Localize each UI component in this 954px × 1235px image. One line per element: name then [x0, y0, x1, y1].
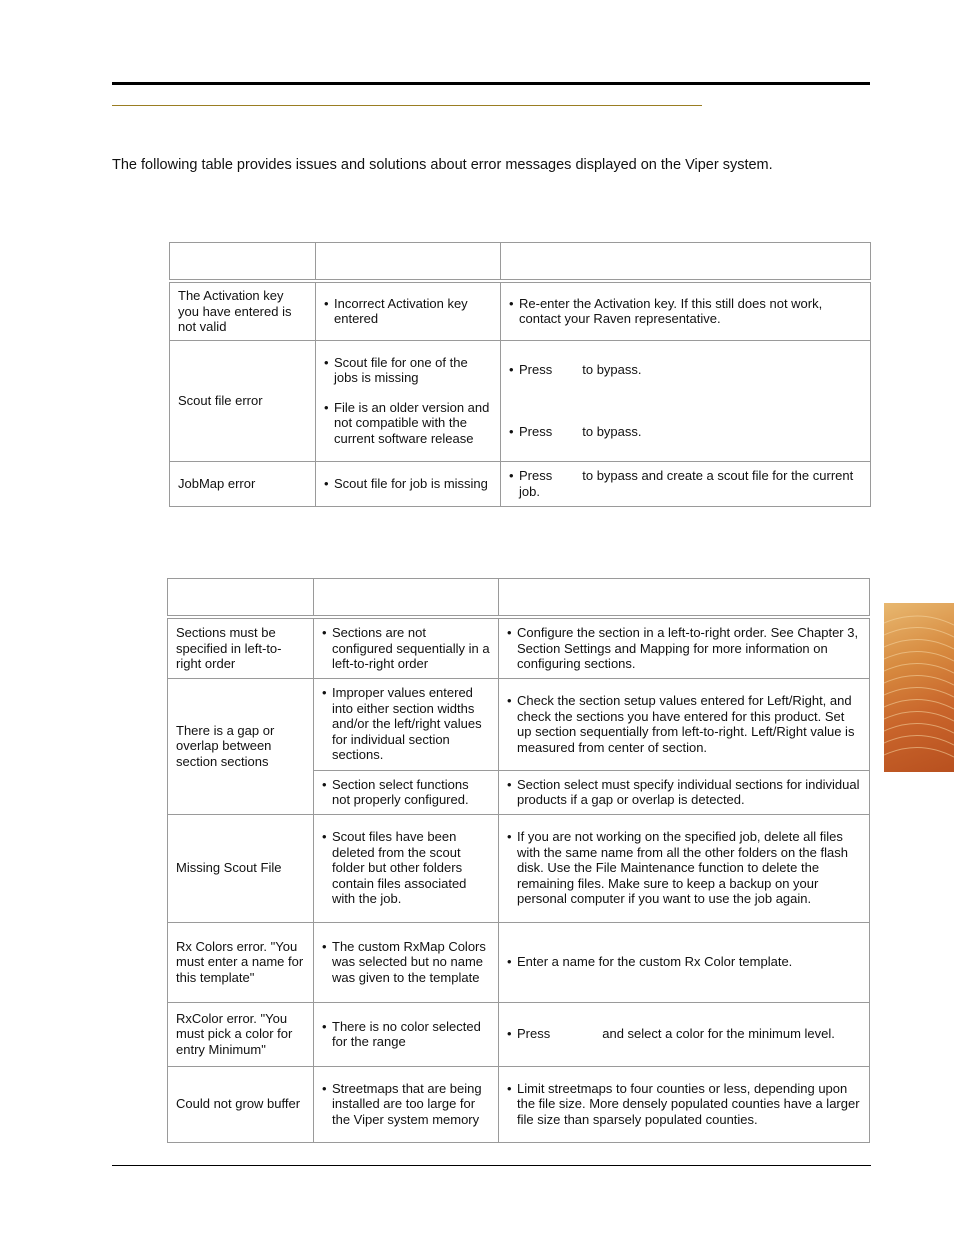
cause-cell — [316, 281, 501, 340]
header-cell-cause — [316, 243, 501, 282]
header-rule — [112, 82, 870, 85]
table-row — [170, 340, 871, 461]
swirl-pattern-icon — [884, 603, 954, 772]
error-cell: Sections must be specified in left-to-right order — [168, 617, 314, 678]
error-cell: Scout file error — [170, 340, 316, 461]
cause-item: • The custom RxMap Colors was selected but no name was given to the template — [322, 939, 490, 986]
cause-cell — [316, 461, 501, 506]
header-cell-error — [168, 579, 314, 618]
cause-item: • Streetmaps that are being installed are too large for the Viper system memory — [322, 1081, 490, 1128]
error-cell: The Activation key you have entered is not valid — [170, 281, 316, 340]
table-header-row — [168, 579, 870, 618]
table-row — [168, 1066, 870, 1142]
cause-item: • File is an older version and not compatible with the current software release — [324, 400, 492, 447]
cause-item: • There is no color selected for the range — [322, 1019, 490, 1050]
solution-cell — [501, 461, 871, 506]
intro-paragraph: The following table provides issues and solutions about error messages displayed on the Viper system. — [112, 157, 773, 173]
solution-cell — [499, 1066, 870, 1142]
solution-cell — [501, 340, 871, 461]
cause-cell — [314, 1066, 499, 1142]
solution-item: • Press to bypass and create a scout file for the current job. — [509, 468, 862, 499]
solution-item: • Press and select a color for the minimum level. — [507, 1026, 861, 1042]
solution-item: • Section select must specify individual sections for individual products if a gap or overlap is detected. — [507, 777, 861, 808]
header-cell-solution — [501, 243, 871, 282]
solution-cell — [499, 1002, 870, 1066]
error-cell: Rx Colors error. "You must enter a name for this template" — [168, 922, 314, 1002]
section-heading-rule — [112, 105, 702, 106]
solution-item: • Enter a name for the custom Rx Color template. — [507, 954, 861, 970]
table-row — [168, 922, 870, 1002]
solution-item: • Configure the section in a left-to-right order. See Chapter 3, Section Settings and Mapping for more information on configuring sections. — [507, 625, 861, 672]
error-table-2 — [167, 578, 870, 1143]
solution-cell — [499, 678, 870, 770]
solution-cell — [499, 922, 870, 1002]
solution-item: • Press to bypass. — [509, 362, 862, 378]
cause-cell — [314, 617, 499, 678]
table-row — [168, 1002, 870, 1066]
error-cell: There is a gap or overlap between section sections — [168, 678, 314, 814]
cause-item: • Scout file for job is missing — [324, 476, 492, 492]
cause-cell — [314, 922, 499, 1002]
error-cell: Missing Scout File — [168, 814, 314, 922]
chapter-side-tab — [884, 603, 954, 772]
cause-cell — [314, 678, 499, 770]
table-header-row — [170, 243, 871, 282]
error-cell: Could not grow buffer — [168, 1066, 314, 1142]
cause-item: • Improper values entered into either section widths and/or the left/right values for individual section sections. — [322, 685, 490, 763]
cause-item: • Scout file for one of the jobs is missing — [324, 355, 492, 386]
table-row — [170, 281, 871, 340]
cause-cell — [314, 1002, 499, 1066]
cause-item: • Incorrect Activation key entered — [324, 296, 492, 327]
solution-cell — [499, 814, 870, 922]
cause-item: • Scout files have been deleted from the scout folder but other folders contain files associated with the job. — [322, 829, 490, 907]
footer-rule — [112, 1165, 871, 1166]
table-row — [168, 617, 870, 678]
cause-item: • Section select functions not properly configured. — [322, 777, 490, 808]
solution-item: • If you are not working on the specified job, delete all files with the same name from all the other folders on the flash disk. Use the File Maintenance function to delete the remaining files. Make sure to keep a backup on your personal computer if you want to use the job again. — [507, 829, 861, 907]
table-row — [168, 814, 870, 922]
table-row — [170, 461, 871, 506]
solution-item: • Limit streetmaps to four counties or less, depending upon the file size. More densely populated counties have a larger file size than sparsely populated counties. — [507, 1081, 861, 1128]
header-cell-solution — [499, 579, 870, 618]
solution-item: • Press to bypass. — [509, 424, 862, 440]
error-cell: JobMap error — [170, 461, 316, 506]
error-cell: RxColor error. "You must pick a color for entry Minimum" — [168, 1002, 314, 1066]
cause-cell — [314, 814, 499, 922]
header-cell-cause — [314, 579, 499, 618]
table-row — [168, 678, 870, 770]
cause-cell — [316, 340, 501, 461]
solution-cell — [501, 281, 871, 340]
cause-item: • Sections are not configured sequentially in a left-to-right order — [322, 625, 490, 672]
solution-item: • Check the section setup values entered for Left/Right, and check the sections you have entered for this product. Set up section sequentially from left-to-right. Left/Right value is measured from center of section. — [507, 693, 861, 755]
header-cell-error — [170, 243, 316, 282]
solution-cell — [499, 770, 870, 814]
solution-item: • Re-enter the Activation key. If this still does not work, contact your Raven representative. — [509, 296, 862, 327]
cause-cell — [314, 770, 499, 814]
solution-cell — [499, 617, 870, 678]
error-table-1 — [169, 242, 871, 507]
